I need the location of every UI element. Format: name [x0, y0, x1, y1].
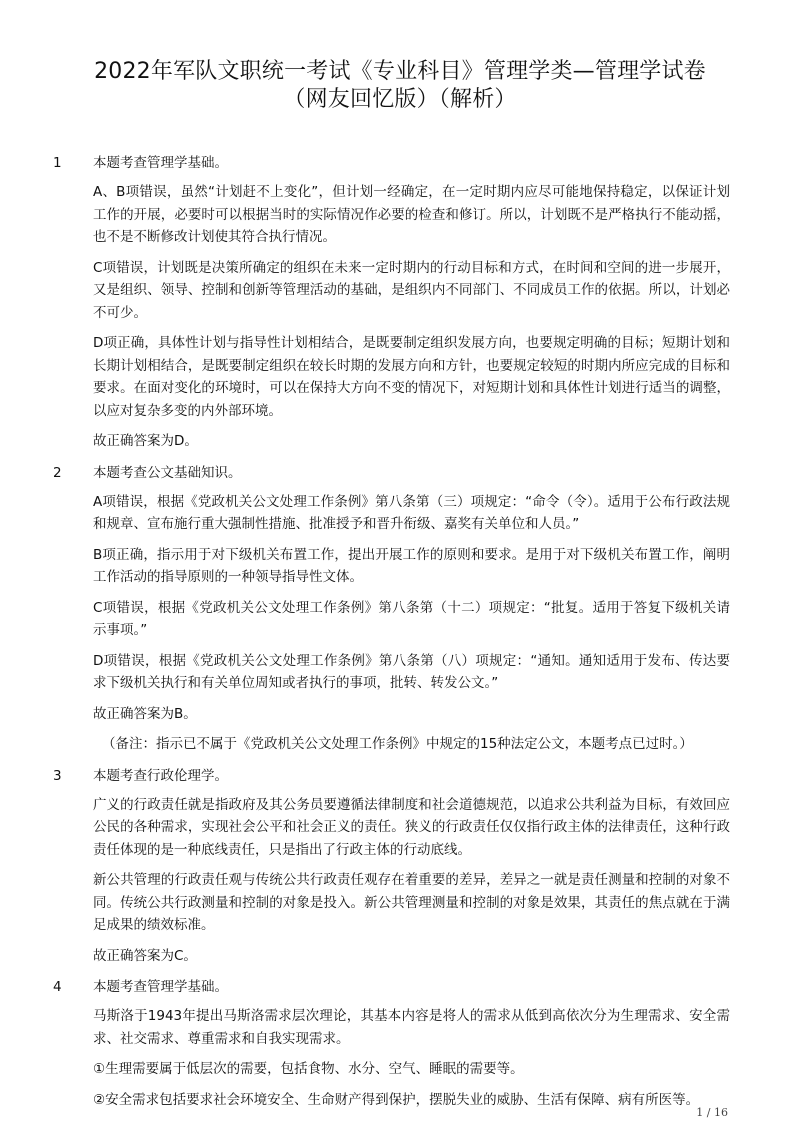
correct-answer: 故正确答案为C。: [93, 947, 197, 964]
question-topic: 本题考查行政伦理学。: [93, 767, 228, 784]
explanation-paragraph: ①生理需要属于低层次的需要，包括食物、水分、空气、睡眠的需要等。: [93, 1061, 524, 1077]
explanation-paragraph: A、B项错误，虽然“计划赶不上变化”，但计划一经确定，在一定时期内应尽可能地保持稳定，以保证计划工作的开展，必要时可以根据当时的实际情况作必要的检查和修订。所以，计划既不是严格执行不能动摇，也不是不断修改计划使其符合执行情况。: [93, 184, 730, 245]
correct-answer: 故正确答案为B。: [93, 705, 197, 722]
question-header: [0, 148, 800, 178]
explanation-paragraph: A项错误，根据《党政机关公文处理工作条例》第八条第（三）项规定：“命令（令）。适用于公布行政法规和规章、宣布施行重大强制性措施、批准授予和晋升衔级、嘉奖有关单位和人员。”: [93, 493, 730, 532]
question-number: 2: [53, 464, 62, 481]
correct-answer: 故正确答案为D。: [93, 433, 198, 449]
question-3: [0, 761, 800, 973]
explanation-paragraph: B项正确，指示用于对下级机关布置工作，提出开展工作的原则和要求。是用于对下级机关布置工作，阐明工作活动的指导原则的一种领导指导性文体。: [93, 546, 730, 585]
title-line-2: （网友回忆版）（解析）: [283, 87, 517, 112]
remark-note: （备注：指示已不属于《党政机关公文处理工作条例》中规定的15种法定公文，本题考点已过时。）: [102, 736, 693, 752]
explanation-paragraph: 广义的行政责任就是指政府及其公务员要遵循法律制度和社会道德规范，以追求公共利益为目标，有效回应公民的各种需求，实现社会公平和社会正义的责任。狭义的行政责任仅仅指行政主体的法律责任，这种行政责任体现的是一种底线责任，只是指出了行政主体的行动底线。: [93, 796, 730, 858]
question-number: 3: [53, 767, 62, 784]
explanation-paragraph: D项正确，具体性计划与指导性计划相结合，是既要制定组织发展方向，也要规定明确的目标；短期计划和长期计划相结合，是既要制定组织在较长时期的发展方向和方针，也要规定较短的时期内所应完成的目标和要求。在面对变化的环境时，可以在保持大方向不变的情况下，对短期计划和具体性计划进行适当的调整，以应对复杂多变的内外部环境。: [93, 335, 730, 419]
document-title: [40, 58, 760, 114]
title-line-1: 2022年军队文职统一考试《专业科目》管理学类—管理学试卷: [94, 59, 706, 84]
question-topic: 本题考查管理学基础。: [93, 979, 228, 995]
question-1: [0, 148, 800, 458]
explanation-paragraph: 新公共管理的行政责任观与传统公共行政责任观存在着重要的差异，差异之一就是责任测量和控制的对象不同。传统公共行政测量和控制的对象是投入。新公共管理测量和控制的对象是效果，其责任的焦点就在于满足成果的绩效标准。: [93, 872, 730, 933]
explanation-paragraph: D项错误，根据《党政机关公文处理工作条例》第八条第（八）项规定：“通知。通知适用于发布、传达要求下级机关执行和有关单位周知或者执行的事项，批转、转发公文。”: [93, 652, 730, 691]
question-number: 4: [53, 979, 62, 995]
explanation-paragraph: ②安全需求包括要求社会环境安全、生命财产得到保护，摆脱失业的威胁、生活有保障、病有所医等。: [93, 1091, 700, 1108]
question-number: 1: [53, 155, 62, 171]
question-4: [0, 972, 800, 1116]
page-number: 1 / 16: [696, 1106, 728, 1119]
question-2: [0, 458, 800, 761]
answer-list: [0, 148, 800, 1116]
explanation-paragraph: C项错误，计划既是决策所确定的组织在未来一定时期内的行动目标和方式，在时间和空间的进一步展开，又是组织、领导、控制和创新等管理活动的基础，是组织内不同部门、不同成员工作的依据。所以，计划必不可少。: [93, 259, 730, 321]
explanation-paragraph: C项错误，根据《党政机关公文处理工作条例》第八条第（十二）项规定：“批复。适用于答复下级机关请示事项。”: [93, 599, 730, 638]
question-header: [0, 761, 800, 791]
question-topic: 本题考查管理学基础。: [93, 155, 228, 171]
explanation-paragraph: 马斯洛于1943年提出马斯洛需求层次理论，其基本内容是将人的需求从低到高依次分为生理需求、安全需求、社交需求、尊重需求和自我实现需求。: [93, 1008, 730, 1047]
question-header: [0, 972, 800, 1002]
question-header: [0, 458, 800, 488]
question-topic: 本题考查公文基础知识。: [93, 464, 242, 481]
